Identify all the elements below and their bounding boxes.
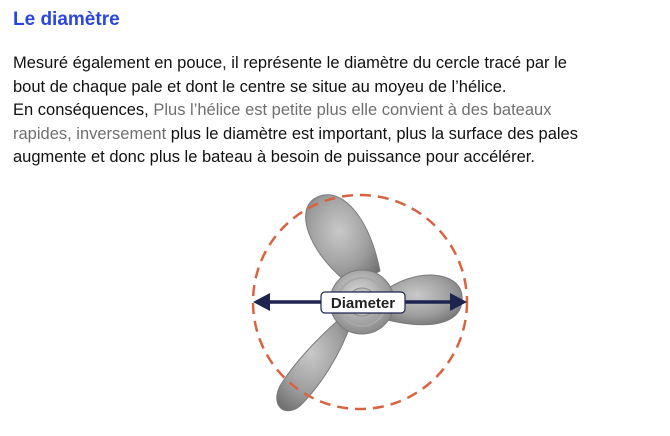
section-title: Le diamètre bbox=[13, 9, 120, 30]
paragraph-line-5: augmente et donc plus le bateau à besoin de puissance pour accélérer. bbox=[13, 148, 535, 166]
paragraph-line-4 bbox=[13, 123, 663, 147]
description-paragraph bbox=[13, 52, 663, 170]
propeller-diameter-figure bbox=[240, 186, 480, 426]
paragraph-line-4-rest: plus le diamètre est important, plus la surface des pales bbox=[166, 124, 578, 143]
propeller-diagram bbox=[240, 186, 480, 426]
paragraph-line-3-prefix: En conséquences, bbox=[13, 101, 154, 119]
paragraph-line-4-highlight: rapides, inversement bbox=[13, 124, 167, 143]
paragraph-line-1: Mesuré également en pouce, il représente le diamètre du cercle tracé par le bbox=[13, 54, 567, 72]
paragraph-line-3 bbox=[13, 99, 663, 123]
paragraph-line-3-highlight: Plus l’hélice est petite plus elle convient à des bateaux bbox=[153, 101, 552, 119]
arrow-head-left-icon bbox=[253, 293, 270, 311]
diameter-label: Diameter bbox=[330, 295, 396, 312]
propeller-blade-bottom bbox=[277, 314, 352, 411]
paragraph-line-2: bout de chaque pale et dont le centre se situe au moyeu de l’hélice. bbox=[13, 77, 507, 96]
